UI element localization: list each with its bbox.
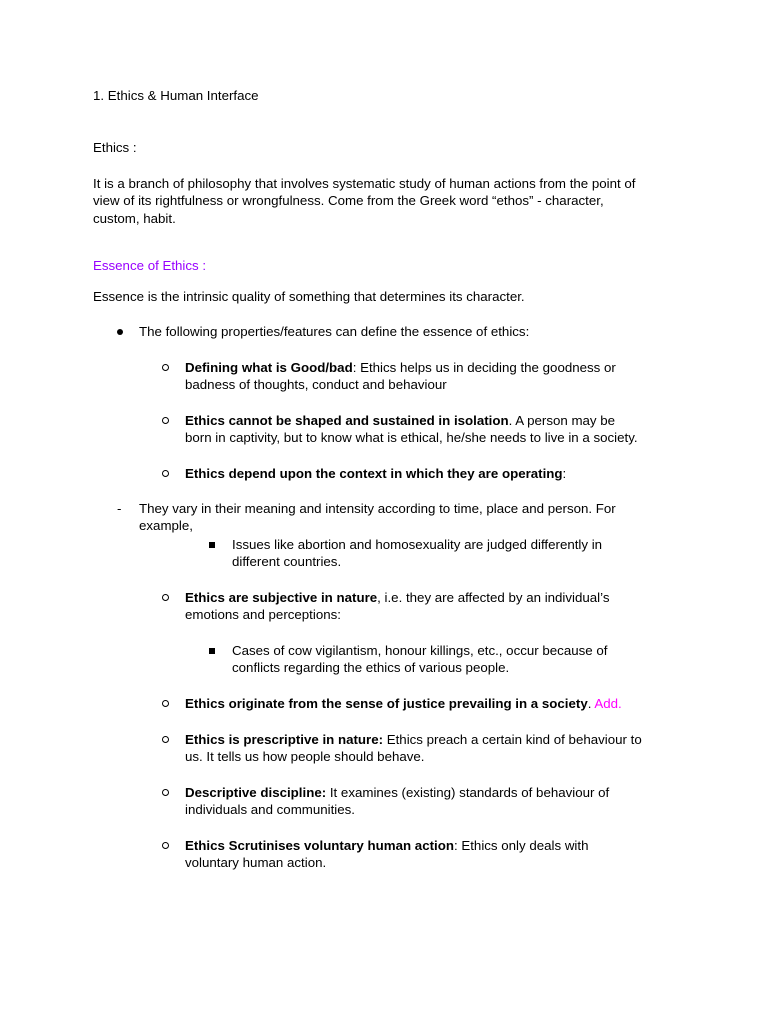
list-item-descriptive xyxy=(185,784,609,802)
list-item-subjective xyxy=(185,589,610,607)
list-item-prescriptive xyxy=(185,731,642,749)
list-item-context xyxy=(185,465,566,483)
list-item-good-bad xyxy=(185,359,616,377)
item-bold-label: Defining what is Good/bad xyxy=(185,360,353,375)
hollow-circle-bullet-icon xyxy=(162,700,169,707)
list-item-vigilantism-line-2: conflicts regarding the ethics of various people. xyxy=(232,660,510,675)
list-item-isolation xyxy=(185,412,615,430)
item-bold-label: Ethics are subjective in nature xyxy=(185,590,378,605)
square-bullet-icon xyxy=(209,648,215,654)
list-item-vigilantism: Cases of cow vigilantism, honour killings, etc., occur because of xyxy=(232,643,608,658)
item-bold-label: Ethics Scrutinises voluntary human action xyxy=(185,838,454,853)
list-item-voluntary-line-2: voluntary human action. xyxy=(185,855,327,870)
list-item-abortion: Issues like abortion and homosexuality are judged differently in xyxy=(232,537,603,552)
hollow-circle-bullet-icon xyxy=(162,736,169,743)
definition-line-2: view of its rightfulness or wrongfulness. Come from the Greek word “ethos” - character, xyxy=(93,193,604,208)
list-item-voluntary xyxy=(185,837,588,855)
item-bold-label: Ethics originate from the sense of justice prevailing in a society xyxy=(185,696,588,711)
square-bullet-icon xyxy=(209,542,215,548)
hollow-circle-bullet-icon xyxy=(162,364,169,371)
item-text: . xyxy=(587,696,592,711)
list-item-justice xyxy=(185,695,622,713)
list-item-descriptive-line-2: individuals and communities. xyxy=(185,802,355,817)
item-text: : Ethics helps us in deciding the goodness or xyxy=(352,360,616,375)
definition-line-1: It is a branch of philosophy that involves systematic study of human actions from the point of xyxy=(93,176,636,191)
dash-bullet: - xyxy=(117,501,122,516)
section-heading: 1. Ethics & Human Interface xyxy=(93,88,259,103)
list-item-good-bad-line-2: badness of thoughts, conduct and behaviour xyxy=(185,377,447,392)
list-item-vary-line-2: example, xyxy=(139,518,193,533)
hollow-circle-bullet-icon xyxy=(162,594,169,601)
list-item-isolation-line-2: born in captivity, but to know what is ethical, he/she needs to live in a society. xyxy=(185,430,638,445)
list-item-vary: They vary in their meaning and intensity according to time, place and person. For xyxy=(139,501,616,516)
item-bold-label: Descriptive discipline: xyxy=(185,785,327,800)
hollow-circle-bullet-icon xyxy=(162,470,169,477)
item-bold-label: Ethics depend upon the context in which they are operating xyxy=(185,466,563,481)
item-text: , i.e. they are affected by an individual’s xyxy=(377,590,610,605)
hollow-circle-bullet-icon xyxy=(162,842,169,849)
item-text: : Ethics only deals with xyxy=(453,838,589,853)
essence-intro: Essence is the intrinsic quality of something that determines its character. xyxy=(93,289,525,304)
list-item-abortion-line-2: different countries. xyxy=(232,554,342,569)
bullet-intro: The following properties/features can define the essence of ethics: xyxy=(139,324,530,339)
item-text: : xyxy=(562,466,567,481)
definition-line-3: custom, habit. xyxy=(93,211,176,226)
ethics-label: Ethics : xyxy=(93,140,137,155)
item-text: Ethics preach a certain kind of behaviour to xyxy=(383,732,642,747)
essence-heading: Essence of Ethics : xyxy=(93,258,207,273)
item-text: . A person may be xyxy=(508,413,616,428)
list-item-subjective-line-2: emotions and perceptions: xyxy=(185,607,341,622)
item-bold-label: Ethics cannot be shaped and sustained in isolation xyxy=(185,413,509,428)
list-item-prescriptive-line-2: us. It tells us how people should behave. xyxy=(185,749,425,764)
add-note: Add. xyxy=(591,696,622,711)
hollow-circle-bullet-icon xyxy=(162,789,169,796)
bullet-dot-icon xyxy=(117,329,123,335)
hollow-circle-bullet-icon xyxy=(162,417,169,424)
item-text: It examines (existing) standards of behaviour of xyxy=(326,785,610,800)
item-bold-label: Ethics is prescriptive in nature: xyxy=(185,732,384,747)
